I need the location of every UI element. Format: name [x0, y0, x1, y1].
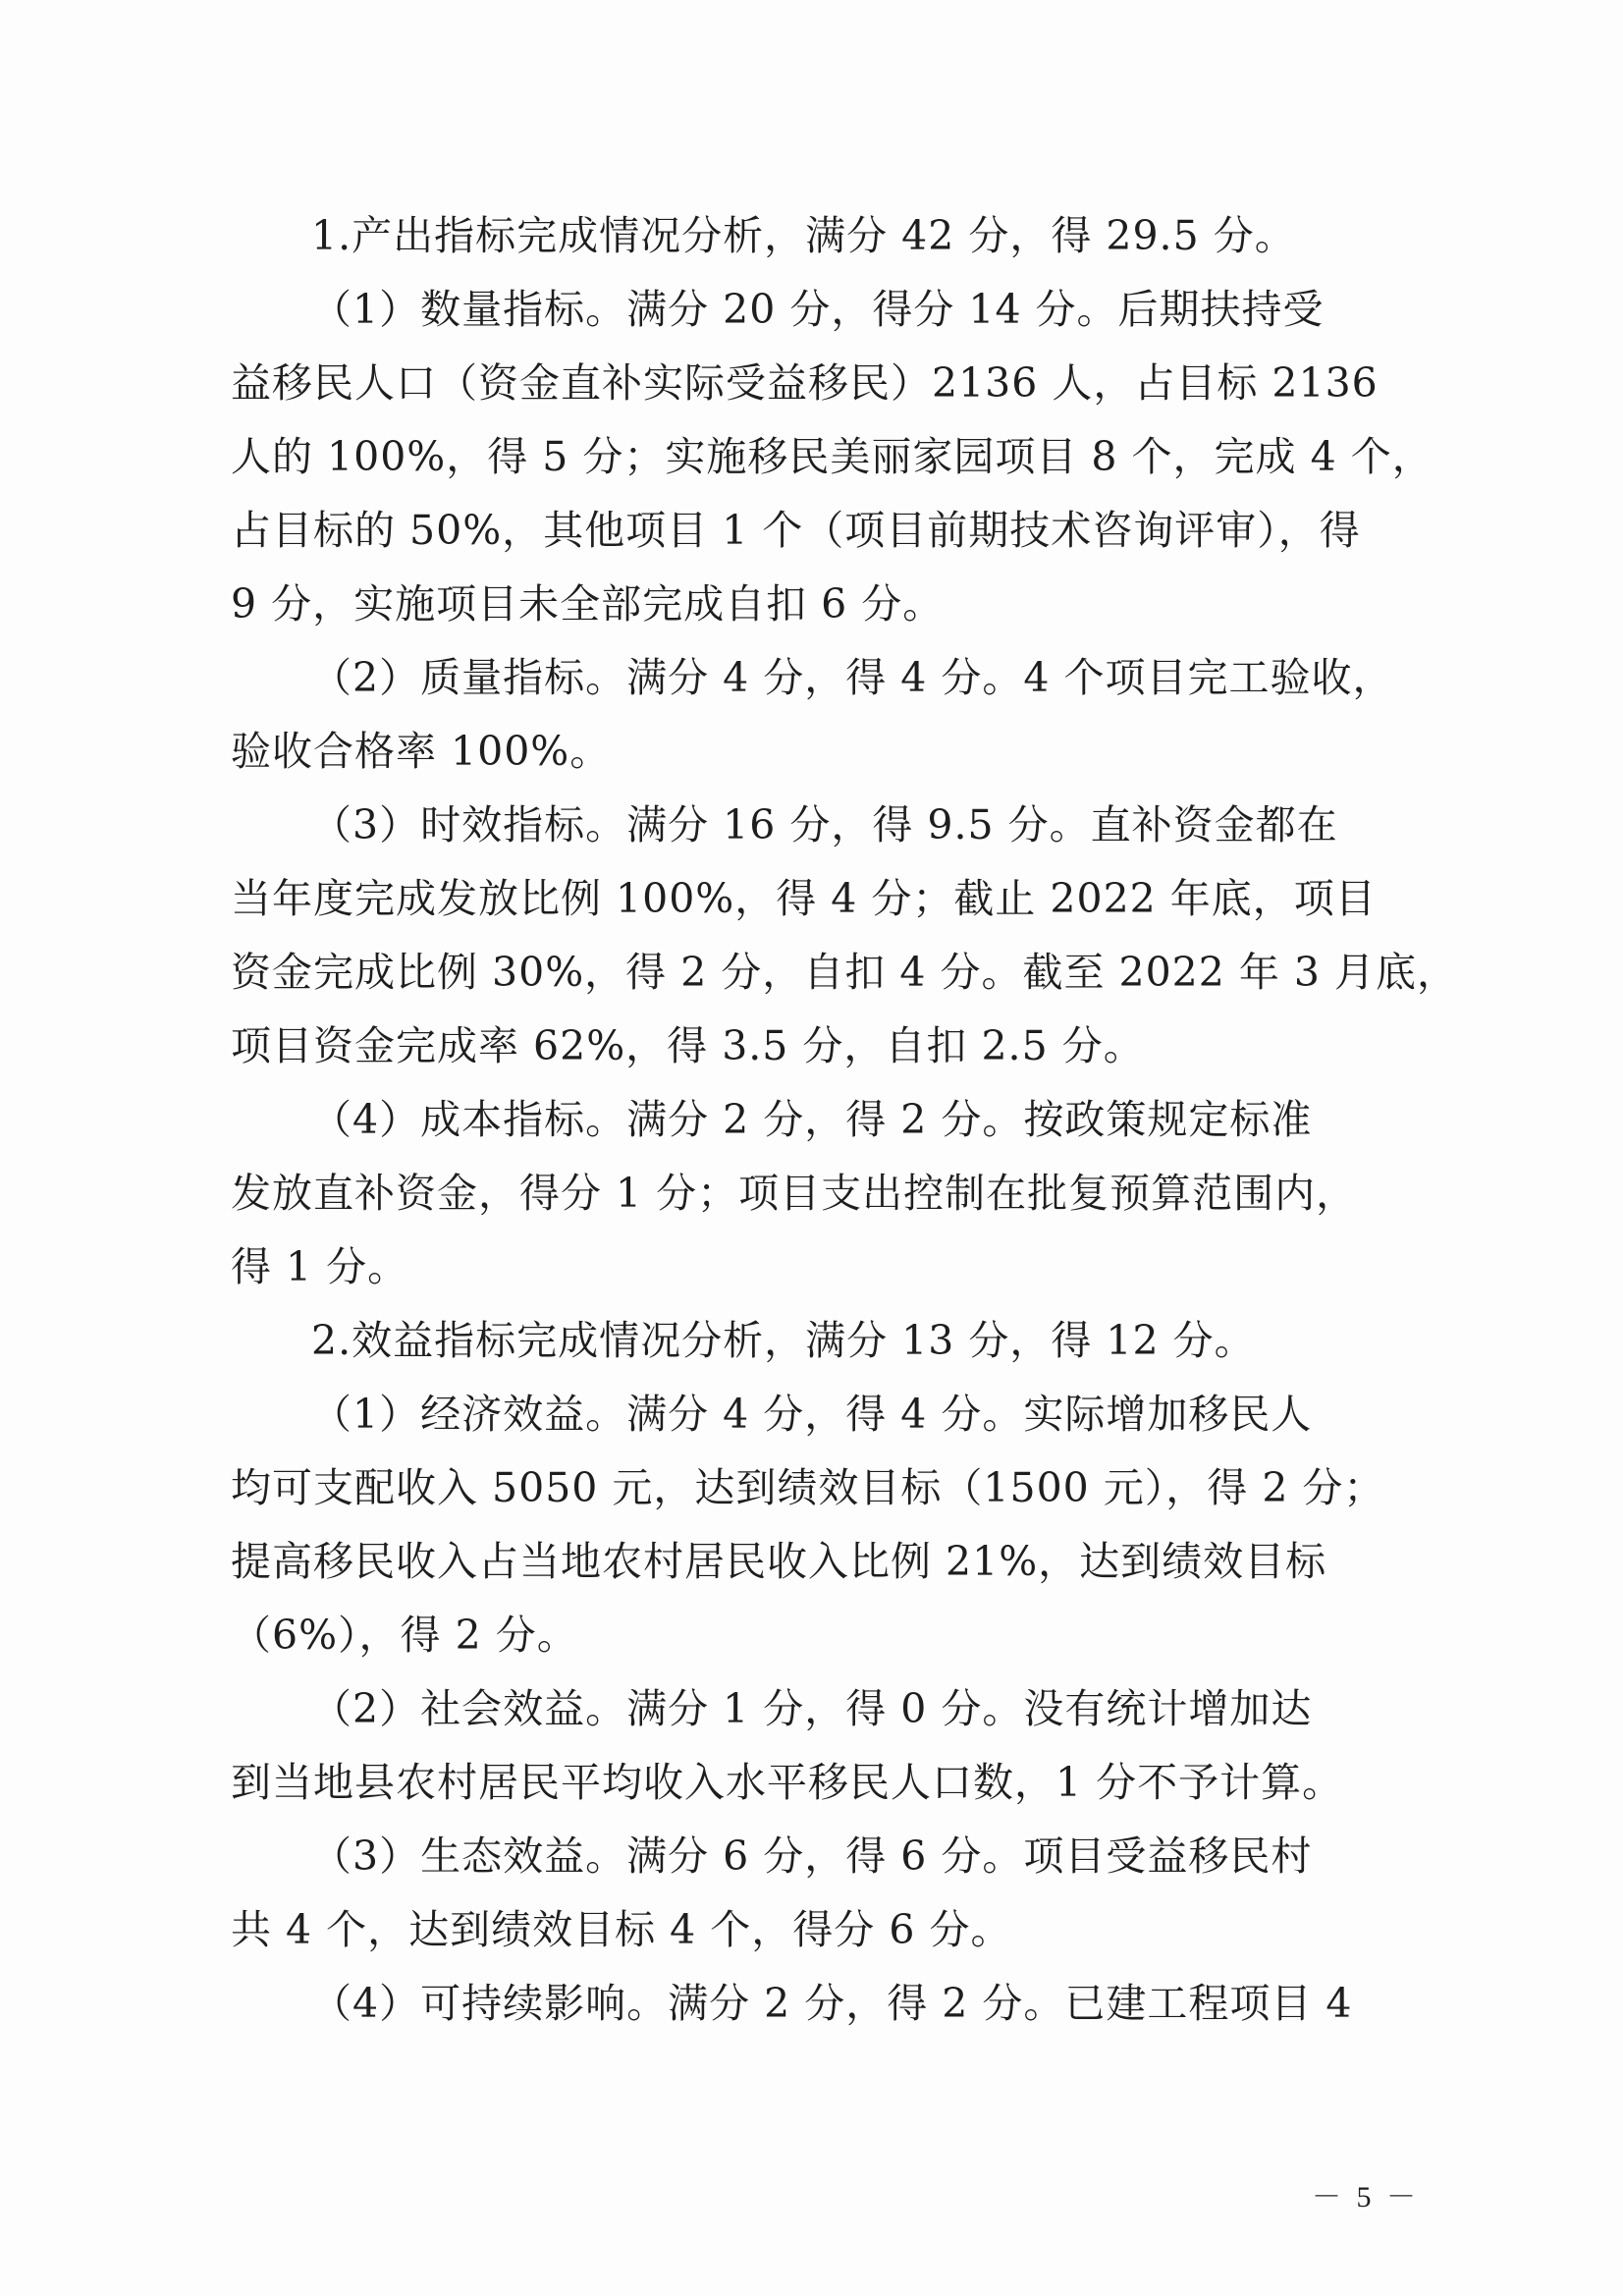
paragraph-quality-indicator: （2）质量指标。满分 4 分，得 4 分。4 个项目完工验收， [311, 654, 1394, 701]
paragraph-social-benefit: （2）社会效益。满分 1 分，得 0 分。没有统计增加达 [311, 1685, 1313, 1732]
paragraph-line: 人的 100%，得 5 分；实施移民美丽家园项目 8 个，完成 4 个， [231, 433, 1434, 480]
paragraph-line: 益移民人口（资金直补实际受益移民）2136 人，占目标 2136 [231, 359, 1379, 407]
paragraph-cost-indicator: （4）成本指标。满分 2 分，得 2 分。按政策规定标准 [311, 1096, 1313, 1143]
heading-output-indicators: 1.产出指标完成情况分析，满分 42 分，得 29.5 分。 [311, 212, 1296, 259]
paragraph-line: 提高移民收入占当地农村居民收入比例 21%，达到绩效目标 [231, 1538, 1327, 1585]
paragraph-quantity-indicator: （1）数量指标。满分 20 分，得分 14 分。后期扶持受 [311, 286, 1325, 333]
paragraph-line: 9 分，实施项目未全部完成自扣 6 分。 [231, 580, 945, 628]
paragraph-line: 当年度完成发放比例 100%，得 4 分；截止 2022 年底，项目 [231, 875, 1377, 922]
heading-benefit-indicators: 2.效益指标完成情况分析，满分 13 分，得 12 分。 [311, 1317, 1256, 1364]
page-number: － 5 － [1312, 2181, 1420, 2214]
paragraph-line: 到当地县农村居民平均收入水平移民人口数，1 分不予计算。 [231, 1759, 1344, 1806]
paragraph-line: 项目资金完成率 62%，得 3.5 分，自扣 2.5 分。 [231, 1022, 1145, 1069]
paragraph-line: 共 4 个，达到绩效目标 4 个，得分 6 分。 [231, 1906, 1012, 1953]
paragraph-line: 资金完成比例 30%，得 2 分，自扣 4 分。截至 2022 年 3 月底， [231, 949, 1459, 996]
paragraph-line: 占目标的 50%，其他项目 1 个（项目前期技术咨询评审），得 [231, 507, 1361, 554]
paragraph-line: （6%），得 2 分。 [231, 1612, 578, 1659]
paragraph-timeliness-indicator: （3）时效指标。满分 16 分，得 9.5 分。直补资金都在 [311, 801, 1338, 848]
paragraph-line: 均可支配收入 5050 元，达到绩效目标（1500 元），得 2 分； [231, 1464, 1385, 1511]
paragraph-economic-benefit: （1）经济效益。满分 4 分，得 4 分。实际增加移民人 [311, 1391, 1313, 1438]
paragraph-line: 验收合格率 100%。 [231, 728, 612, 775]
paragraph-sustainable-impact: （4）可持续影响。满分 2 分，得 2 分。已建工程项目 4 [311, 1980, 1353, 2027]
paragraph-line: 发放直补资金，得分 1 分；项目支出控制在批复预算范围内， [231, 1170, 1358, 1217]
paragraph-ecological-benefit: （3）生态效益。满分 6 分，得 6 分。项目受益移民村 [311, 1832, 1313, 1880]
paragraph-line: 得 1 分。 [231, 1243, 409, 1290]
